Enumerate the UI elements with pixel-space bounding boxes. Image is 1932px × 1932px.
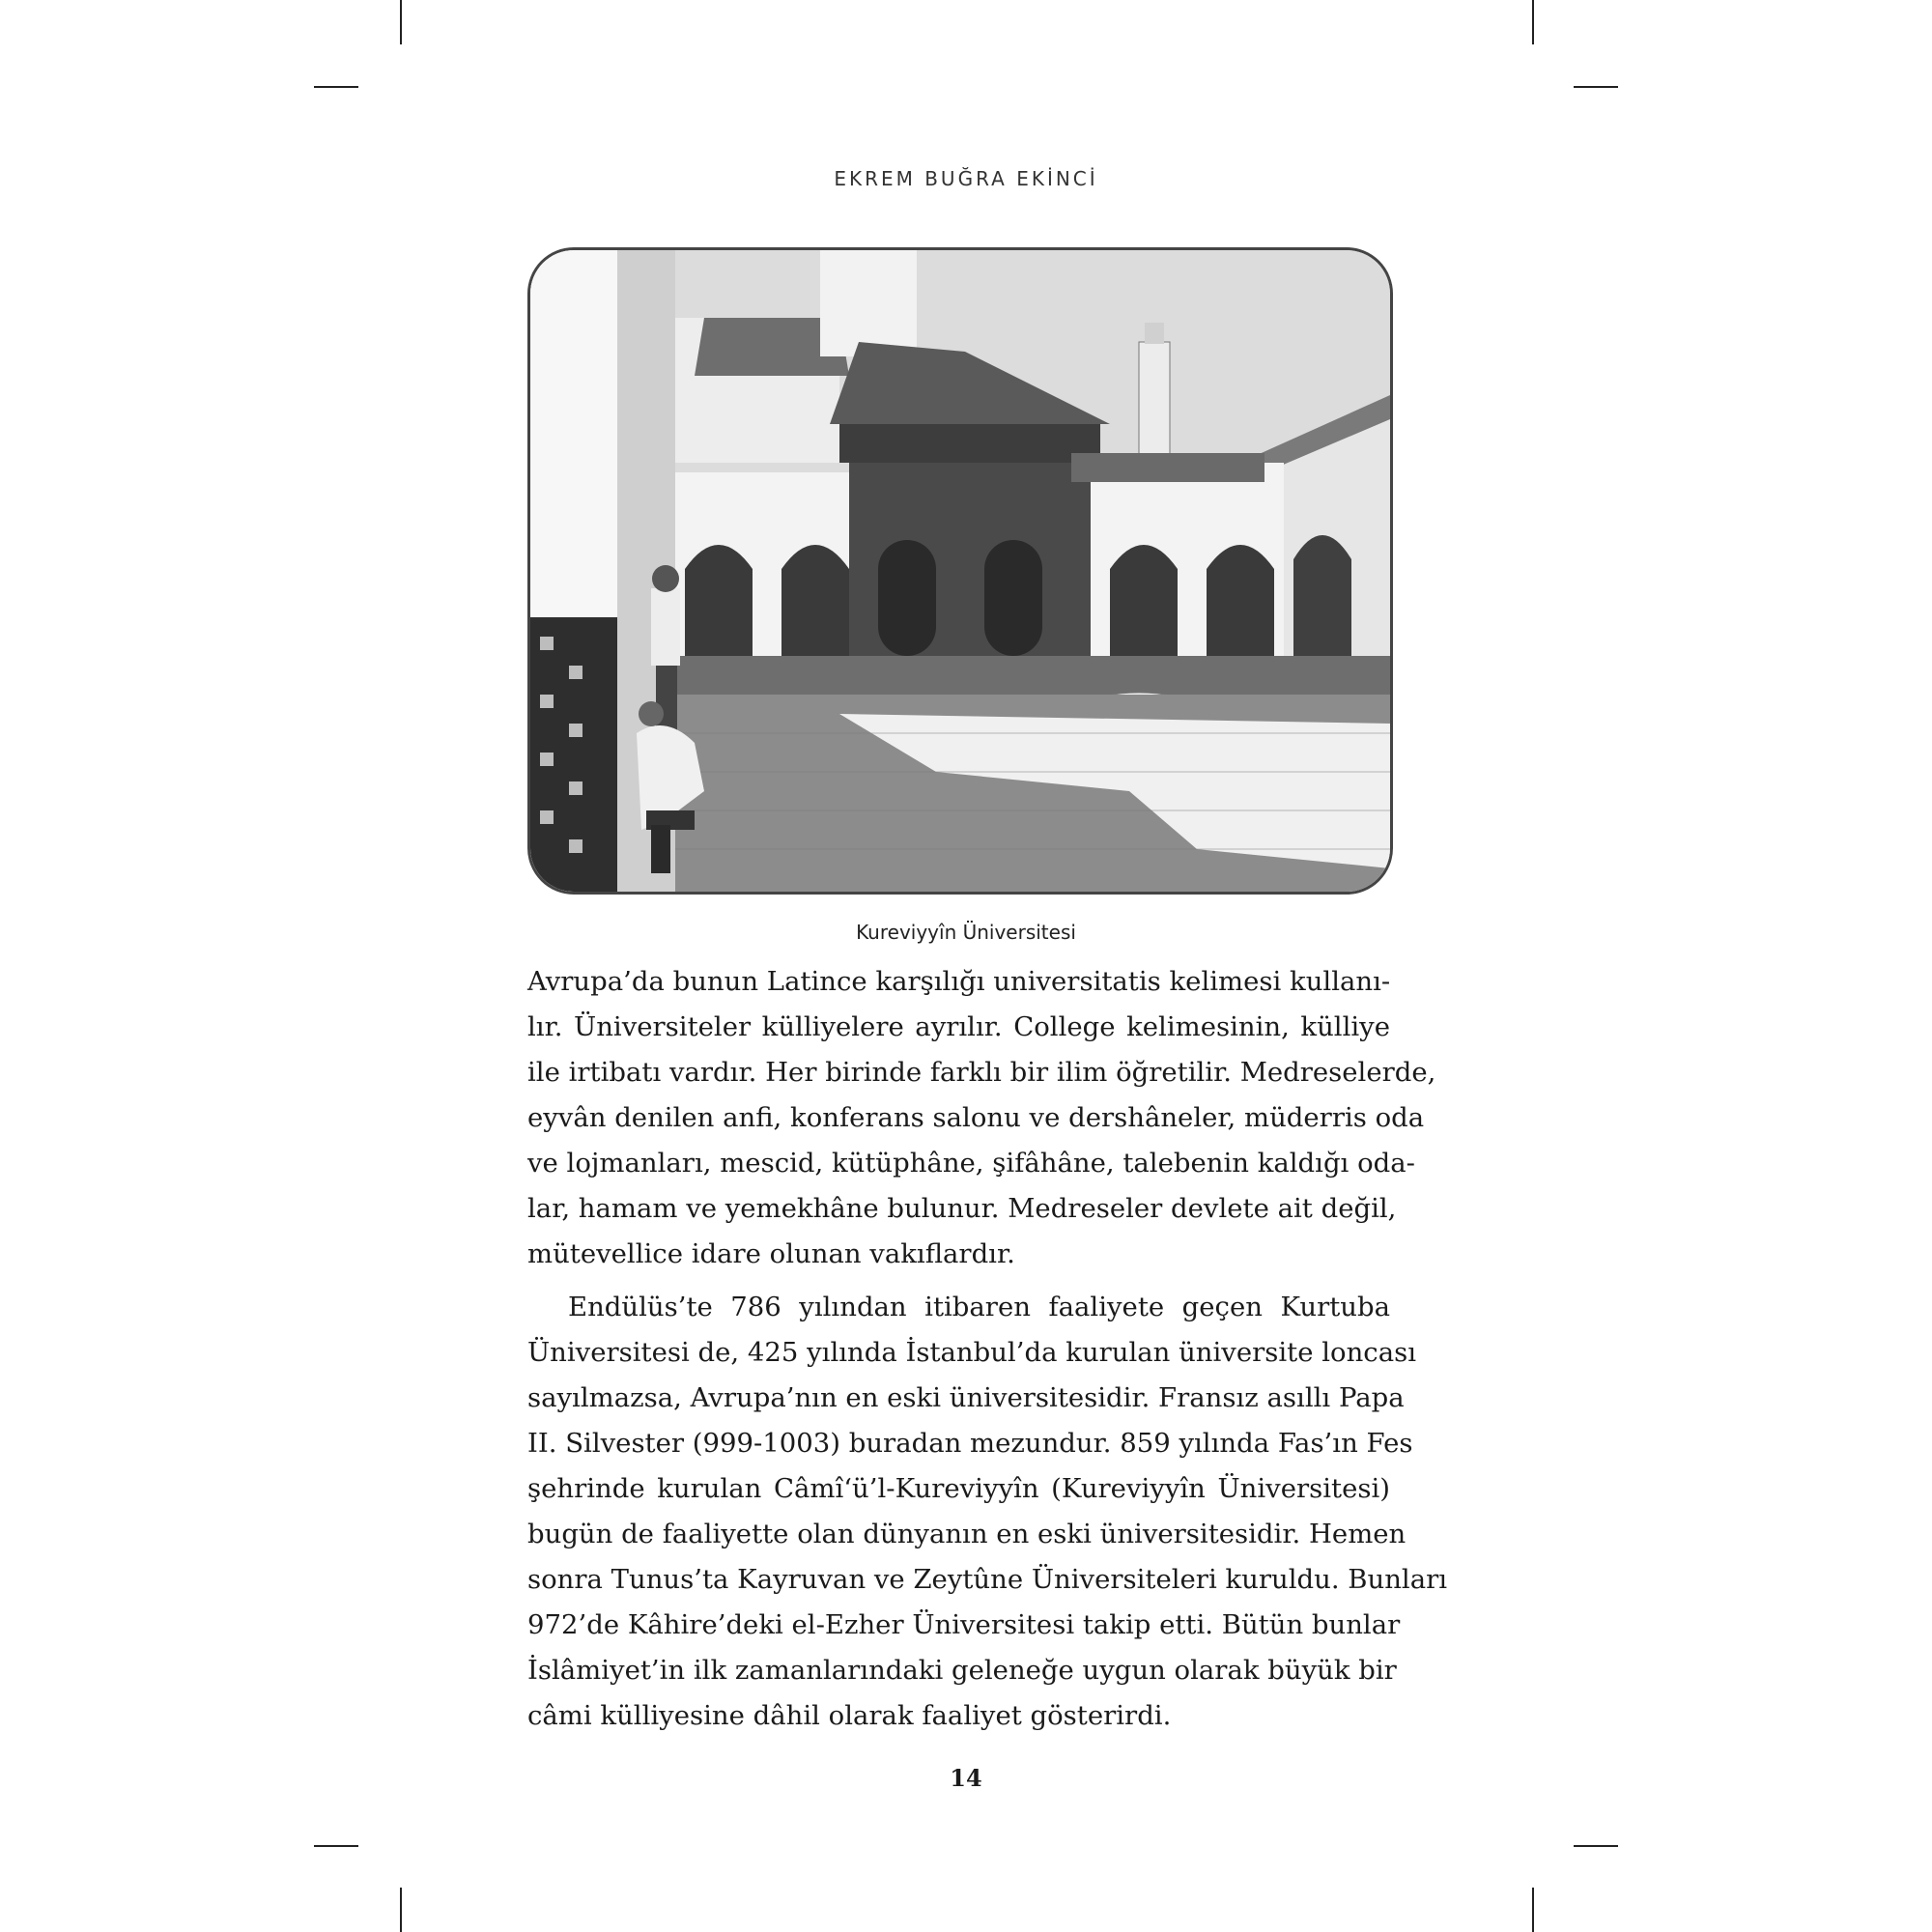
text-line: eyvân denilen anfi, konferans salonu ve dershâneler, müderris oda xyxy=(527,1102,1425,1133)
paragraph-1 xyxy=(527,959,1436,1277)
text-line: bugün de faaliyette olan dünyanın en eski üniversitesidir. Hemen xyxy=(527,1519,1406,1549)
crop-mark-bottom-right-h xyxy=(1574,1845,1618,1847)
text-line: II. Silvester (999-1003) buradan mezundur. 859 yılında Fas’ın Fes xyxy=(527,1428,1413,1459)
text-line: Endülüs’te 786 yılından itibaren faaliyete geçen Kurtuba xyxy=(568,1292,1390,1322)
crop-mark-top-right-h xyxy=(1574,86,1618,88)
text-line: câmi külliyesine dâhil olarak faaliyet gösterirdi. xyxy=(527,1700,1172,1731)
text-line: ve lojmanları, mescid, kütüphâne, şifâhâne, talebenin kaldığı oda- xyxy=(527,1148,1415,1179)
paragraph-2 xyxy=(527,1285,1448,1739)
text-line: sonra Tunus’ta Kayruvan ve Zeytûne Üniversiteleri kuruldu. Bunları xyxy=(527,1564,1448,1595)
text-line: sayılmazsa, Avrupa’nın en eski üniversitesidir. Fransız asıllı Papa xyxy=(527,1382,1405,1413)
running-head: EKREM BUĞRA EKİNCİ xyxy=(834,167,1098,190)
crop-mark-bottom-left-v xyxy=(400,1888,402,1932)
page-number: 14 xyxy=(950,1764,982,1792)
photo-caption: Kureviyyîn Üniversitesi xyxy=(856,921,1076,944)
text-line: ile irtibatı vardır. Her birinde farklı bir ilim öğretilir. Medreselerde, xyxy=(527,1057,1436,1088)
text-line: İslâmiyet’in ilk zamanlarındaki geleneğe uygun olarak büyük bir xyxy=(527,1655,1397,1686)
body-text xyxy=(527,959,1448,1739)
text-line: lar, hamam ve yemekhâne bulunur. Medreseler devlete ait değil, xyxy=(527,1193,1397,1224)
crop-mark-top-right-v xyxy=(1532,0,1534,44)
text-line: 972’de Kâhire’deki el-Ezher Üniversitesi takip etti. Bütün bunlar xyxy=(527,1609,1401,1640)
text-line: mütevellice idare olunan vakıflardır. xyxy=(527,1238,1015,1269)
crop-mark-top-left-v xyxy=(400,0,402,44)
text-line: lır. Üniversiteler külliyelere ayrılır. College kelimesinin, külliye xyxy=(527,1011,1390,1042)
text-line: şehrinde kurulan Câmî‘ü’l-Kureviyyîn (Kureviyyîn Üniversitesi) xyxy=(527,1473,1390,1504)
crop-mark-bottom-right-v xyxy=(1532,1888,1534,1932)
courtyard-photo xyxy=(527,247,1393,895)
courtyard-illustration xyxy=(530,250,1390,892)
text-line: Üniversitesi de, 425 yılında İstanbul’da kurulan üniversite loncası xyxy=(527,1337,1417,1368)
text-line: Avrupa’da bunun Latince karşılığı universitatis kelimesi kullanı- xyxy=(527,966,1391,997)
crop-mark-bottom-left-h xyxy=(314,1845,358,1847)
crop-mark-top-left-h xyxy=(314,86,358,88)
